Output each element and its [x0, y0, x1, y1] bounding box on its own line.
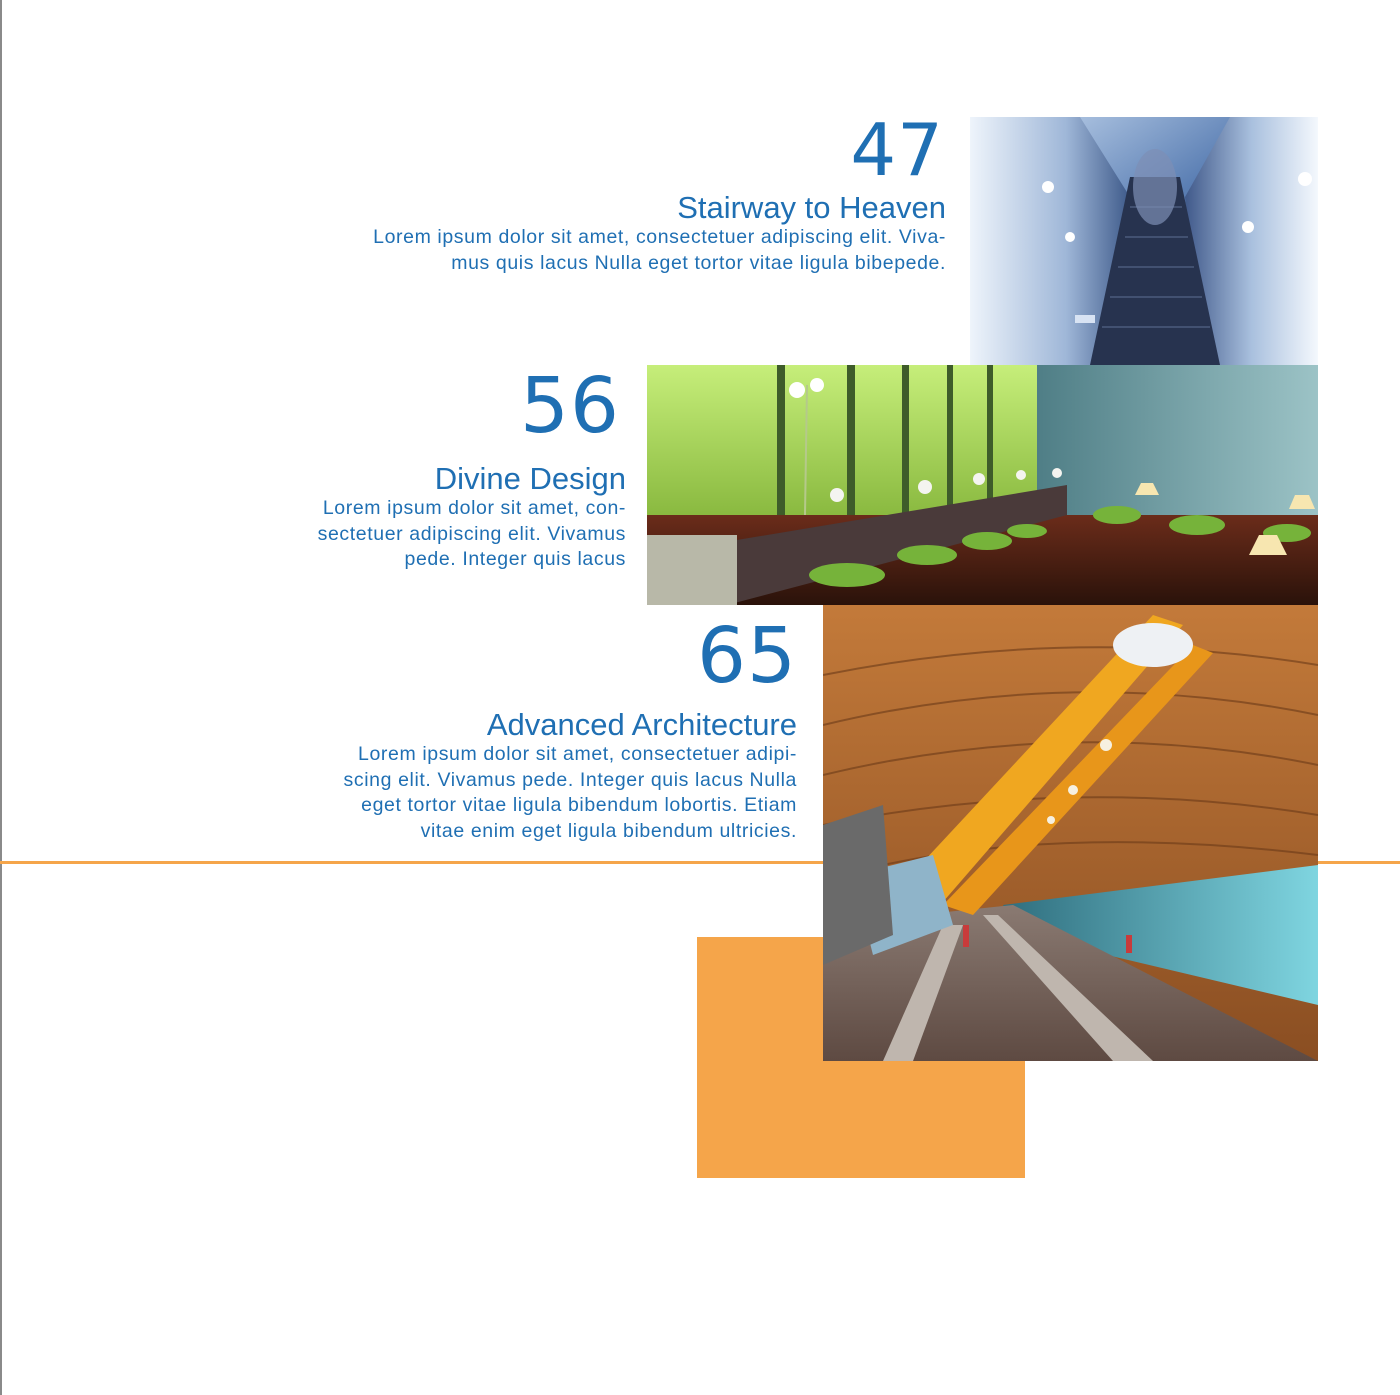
feature-number: 47 [850, 108, 944, 192]
escalator-photo [970, 117, 1318, 365]
feature-56 [317, 362, 626, 573]
body-line: mus quis lacus Nulla eget tortor vitae ligula bibepede. [451, 251, 946, 274]
body-line: pede. Integer quis lacus [404, 548, 626, 570]
feature-47 [373, 108, 946, 276]
orange-divider-left [0, 861, 826, 864]
feature-title: Stairway to Heaven [677, 190, 946, 225]
feature-body [344, 742, 797, 844]
page-edge-rule [0, 0, 2, 1395]
feature-65 [343, 612, 797, 844]
body-line: vitae enim eget ligula bibendum ultricies. [420, 819, 797, 842]
body-line: Lorem ipsum dolor sit amet, consectetuer adipiscing elit. Viva- [373, 226, 946, 248]
feature-title: Advanced Architecture [486, 707, 797, 742]
feature-body [373, 225, 946, 276]
feature-title: Divine Design [434, 461, 626, 496]
feature-body [318, 496, 626, 573]
orange-divider-right [1318, 861, 1400, 864]
feature-number: 56 [520, 362, 620, 451]
lounge-photo [647, 365, 1318, 605]
terminal-photo [823, 605, 1318, 1061]
body-line: sectetuer adipiscing elit. Vivamus [317, 522, 626, 545]
body-line: scing elit. Vivamus pede. Integer quis lacus Nulla [343, 768, 797, 791]
body-line: Lorem ipsum dolor sit amet, consectetuer adipi- [358, 743, 797, 765]
feature-number: 65 [697, 612, 797, 701]
body-line: eget tortor vitae ligula bibendum lobortis. Etiam [361, 794, 797, 816]
body-line: Lorem ipsum dolor sit amet, con- [322, 497, 626, 519]
